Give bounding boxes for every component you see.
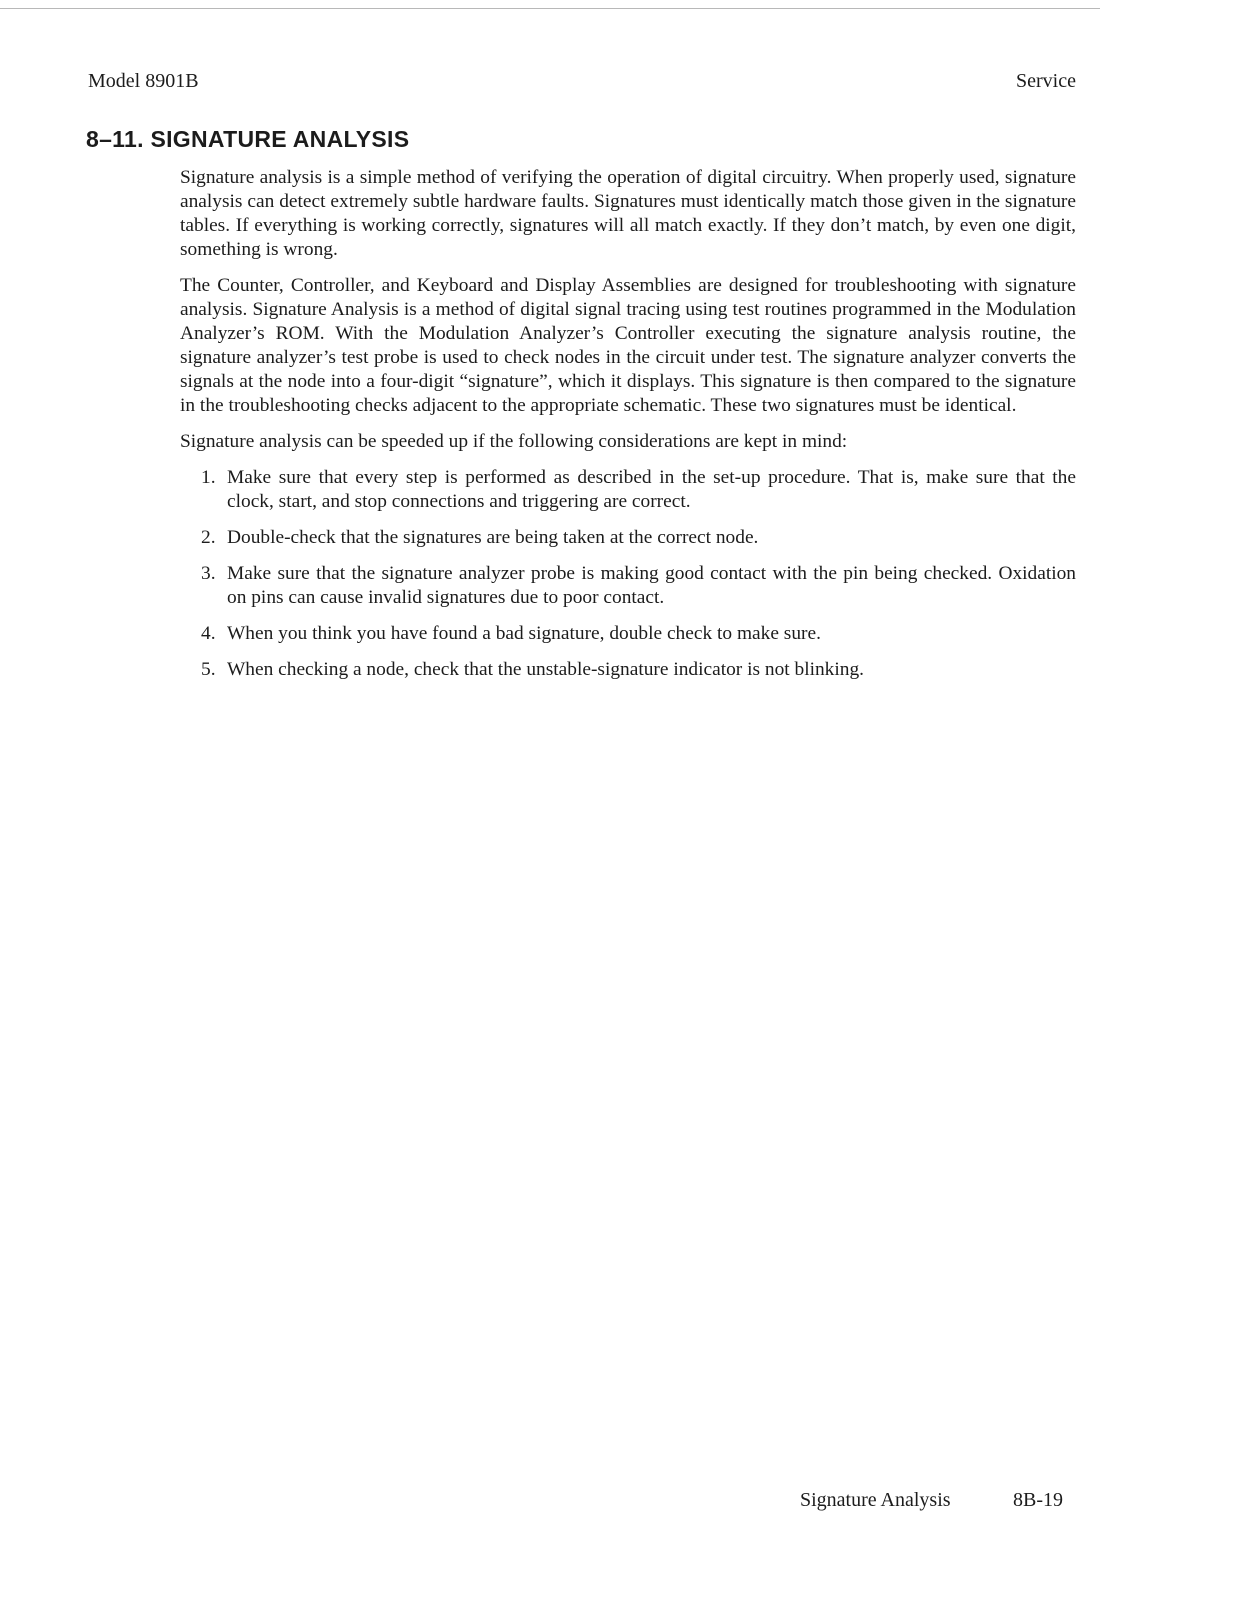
list-item-number: 1.: [201, 467, 216, 488]
list-item-number: 2.: [201, 527, 216, 548]
list-item: [180, 622, 1076, 646]
header-section: Service: [1016, 70, 1076, 92]
list-item: [180, 658, 1076, 682]
list-item: [180, 562, 1076, 610]
footer-title: Signature Analysis: [800, 1489, 951, 1511]
list-item-number: 4.: [201, 623, 216, 644]
list-item-text: When you think you have found a bad signature, double check to make sure.: [227, 623, 821, 644]
list-item-text: Make sure that every step is performed as described in the set-up procedure. That is, make sure that the clock, start, and stop connections and triggering are correct.: [227, 467, 1076, 512]
paragraph: Signature analysis is a simple method of verifying the operation of digital circuitry. When properly used, signature analysis can detect extremely subtle hardware faults. Signatures must identically match those given in the signature tables. If everything is working correctly, signatures will all match exactly. If they don’t match, by even one digit, something is wrong.: [180, 167, 1076, 260]
list-item-text: Make sure that the signature analyzer probe is making good contact with the pin being checked. Oxidation on pins can cause invalid signatures due to poor contact.: [227, 563, 1076, 608]
paragraph: Signature analysis can be speeded up if the following considerations are kept in mind:: [180, 431, 848, 452]
list-item: [180, 466, 1076, 514]
list-item-text: Double-check that the signatures are being taken at the correct node.: [227, 527, 759, 548]
paragraph: The Counter, Controller, and Keyboard and Display Assemblies are designed for troubleshooting with signature analysis. Signature Analysis is a method of digital signal tracing using test routines programmed in the Modulation Analyzer’s ROM. With the Modulation Analyzer’s Controller executing the signature analysis routine, the signature analyzer’s test probe is used to check nodes in the circuit under test. The signature analyzer converts the signals at the node into a four-digit “signature”, which it displays. This signature is then compared to the signature in the troubleshooting checks adjacent to the appropriate schematic. These two signatures must be identical.: [180, 275, 1076, 416]
considerations-list: [180, 466, 1076, 682]
list-item-number: 5.: [201, 659, 216, 680]
body-text: [180, 166, 1076, 694]
section-heading: 8–11. SIGNATURE ANALYSIS: [86, 126, 410, 152]
list-item-text: When checking a node, check that the unstable-signature indicator is not blinking.: [227, 659, 865, 680]
list-item: [180, 526, 1076, 550]
list-item-number: 3.: [201, 563, 216, 584]
page-number: 8B-19: [1013, 1489, 1063, 1511]
header-model: Model 8901B: [88, 70, 199, 92]
top-rule: [0, 8, 1100, 9]
